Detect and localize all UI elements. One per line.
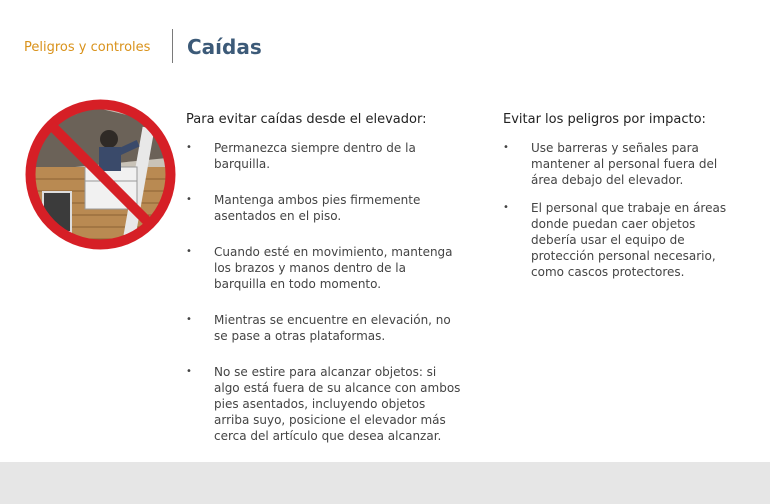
left-column: [186, 112, 461, 464]
bullet-icon: •: [186, 246, 192, 257]
list-item: [186, 364, 461, 444]
footer-bar: [0, 462, 770, 504]
list-item-text: Mantenga ambos pies firmemente asentados en el piso.: [214, 193, 421, 223]
list-item-text: Permanezca siempre dentro de la barquilla.: [214, 141, 416, 171]
bullet-icon: •: [186, 194, 192, 205]
bullet-icon: •: [503, 202, 509, 213]
list-item: [503, 140, 743, 188]
list-item: [186, 140, 461, 172]
list-item-text: El personal que trabaje en áreas donde puedan caer objetos debería usar el equipo de protección personal necesario, como cascos protectores.: [531, 201, 727, 279]
header-divider: [172, 29, 173, 63]
list-item-text: Cuando esté en movimiento, mantenga los brazos y manos dentro de la barquilla en todo momento.: [214, 245, 453, 291]
bullet-icon: •: [186, 314, 192, 325]
right-column: [503, 112, 743, 292]
list-item: [503, 200, 743, 280]
bullet-icon: •: [186, 142, 192, 153]
section-label: Peligros y controles: [24, 40, 151, 55]
bullet-icon: •: [503, 142, 509, 153]
bullet-icon: •: [186, 366, 192, 377]
list-item-text: Use barreras y señales para mantener al personal fuera del área debajo del elevador.: [531, 141, 718, 187]
right-heading: Evitar los peligros por impacto:: [503, 112, 706, 127]
list-item: [186, 312, 461, 344]
right-bullet-list: [503, 140, 743, 280]
no-symbol-icon: [23, 97, 178, 252]
list-item-text: No se estire para alcanzar objetos: si algo está fuera de su alcance con ambos pies asentados, incluyendo objetos arriba suyo, posicione el elevador más cerca del artículo que desea alcanzar.: [214, 365, 461, 443]
prohibition-photo: [23, 97, 178, 252]
list-item: [186, 244, 461, 292]
left-heading: Para evitar caídas desde el elevador:: [186, 112, 427, 127]
list-item: [186, 192, 461, 224]
left-bullet-list: [186, 140, 461, 444]
page-title: Caídas: [187, 35, 262, 59]
list-item-text: Mientras se encuentre en elevación, no se pase a otras plataformas.: [214, 313, 451, 343]
